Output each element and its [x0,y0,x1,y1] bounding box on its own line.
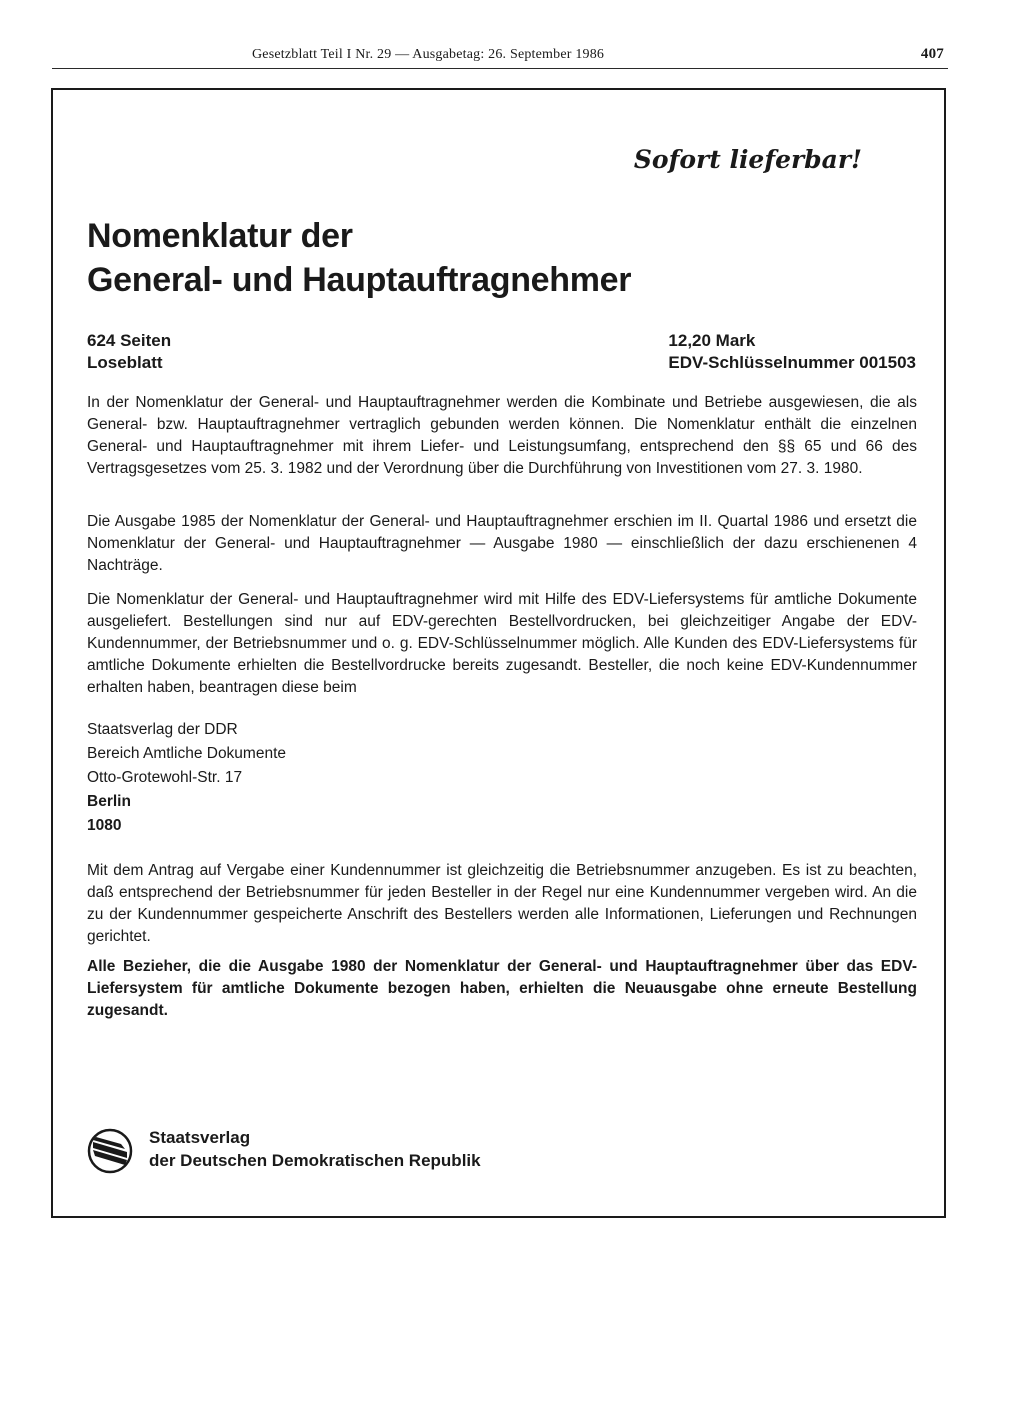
page-count: 624 Seiten [87,331,172,350]
address-city: Berlin [87,793,131,810]
page-header [52,44,948,69]
address-postcode: 1080 [87,817,122,834]
address-line-1: Staatsverlag der DDR [87,721,238,738]
address-line-3: Otto-Grotewohl-Str. 17 [87,769,243,786]
price: 12,20 Mark [668,331,756,350]
ad-title-line-2: General- und Hauptauftragnehmer [87,261,632,299]
publisher-name [149,1126,481,1172]
paragraph-ordering: Die Nomenklatur der General- und Hauptauftragnehmer wird mit Hilfe des EDV-Liefersystems für amtliche Dokumente ausgeliefert. Bestellungen sind nur auf EDV-gerechten Bestellvordrucken, bei gleichzeitiger Angabe der EDV-Kundennummer, der Betriebsnummer und o. g. EDV-Schlüsselnummer möglich. Alle Kunden des EDV-Liefersystems für amtliche Dokumente erhielten die Bestellvordrucke bereits zugesandt. Besteller, die noch keine EDV-Kundennummer erhalten haben, beantragen diese beim [87,591,917,696]
address-line-2: Bereich Amtliche Dokumente [87,745,287,762]
publisher-address [87,718,286,838]
ad-title-line-1: Nomenklatur der [87,217,353,255]
slogan: Sofort lieferbar! [633,145,862,174]
paragraph-description: In der Nomenklatur der General- und Hauptauftragnehmer werden die Kombinate und Betriebe ausgewiesen, die als General- bzw. Hauptauftragnehmer vertraglich gebunden werden können. Die Nomenklatur enthält die einzelnen General- und Hauptauftragnehmer mit ihrem Liefer- und Leistungsumfang, entsprechend den §§ 65 und 66 des Vertragsgesetzes vom 25. 3. 1982 und der Verordnung über die Durchführung von Investitionen vom 27. 3. 1980. [87,394,917,477]
running-title: Gesetzblatt Teil I Nr. 29 — Ausgabetag: 26. September 1986 [252,47,605,62]
advertisement-box [51,88,946,1218]
edv-key-number: EDV-Schlüsselnummer 001503 [668,353,916,372]
publisher-name-line-1: Staatsverlag [149,1128,251,1147]
page-number: 407 [920,46,944,62]
ad-title [87,214,631,302]
paragraph-edition: Die Ausgabe 1985 der Nomenklatur der General- und Hauptauftragnehmer erschien im II. Quartal 1986 und ersetzt die Nomenklatur der General- und Hauptauftragnehmer — Ausgabe 1980 — einschließlich der dazu erschienenen 4 Nachträge. [87,513,917,574]
format-label: Loseblatt [87,353,163,372]
paragraph-subscribers-note: Alle Bezieher, die die Ausgabe 1980 der Nomenklatur der General- und Hauptauftragnehmer über das EDV-Liefersystem für amtliche Dokumente bezogen haben, erhielten die Neuausgabe ohne erneute Bestellung zugesandt. [87,958,917,1019]
publisher-name-line-2: der Deutschen Demokratischen Republik [149,1151,481,1170]
staatsverlag-logo-icon [87,1128,133,1174]
paragraph-customer-number: Mit dem Antrag auf Vergabe einer Kundennummer ist gleichzeitig die Betriebsnummer anzugeben. Es ist zu beachten, daß entsprechend der Betriebsnummer für jeden Besteller in der Regel nur eine Kundennummer vergeben wird. An die zu der Kundennummer gespeicherte Anschrift des Bestellers werden alle Informationen, Lieferungen und Rechnungen gerichtet. [87,862,917,945]
product-meta-left [87,330,171,374]
product-meta-right [668,330,916,374]
